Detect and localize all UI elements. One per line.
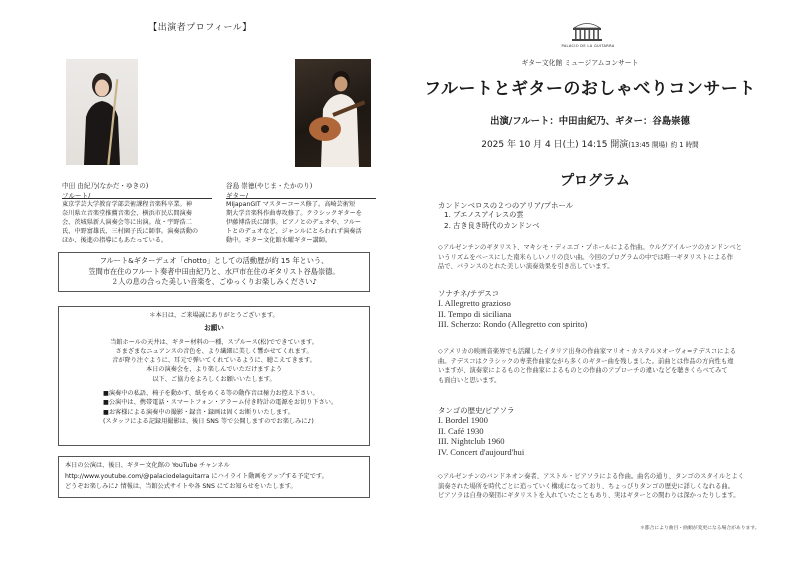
youtube-info-box — [58, 456, 370, 498]
note-line: ◇アルゼンチンのバンドネオン奏者、アストル・ピアソラによる作曲。曲名の通り、タンゴのスタイルとよく — [438, 473, 745, 480]
doors-open: (13:45 開場) — [628, 141, 668, 149]
notice-line: 当館ホールの天井は、ギター材料の一種、スプルース(松)でできています。 — [110, 338, 318, 346]
bio-line: トとのデュオなど、ジャンルにとらわれず演奏活 — [226, 228, 362, 235]
movement: I. Allegretto grazioso — [438, 298, 511, 308]
youtube-link-line[interactable]: http://www.youtube.com/@palaciodelaguitarra にハイライト動画をアップする予定です。 — [65, 472, 328, 480]
guitarist-portrait-icon — [295, 59, 371, 167]
notice-line: さまざまなニュアンスの音色を、より繊細に美しく響かせてくれます。 — [115, 347, 313, 355]
audience-notice-box — [58, 306, 370, 446]
movement: III. Scherzo: Rondo (Allegretto con spirito) — [438, 319, 588, 330]
duo-line: フルート&ギターデュオ「chotto」としての活動歴が約 15 年という、 — [99, 256, 329, 265]
piece-2-note — [438, 347, 778, 385]
notice-heading: お願い — [204, 324, 224, 333]
concert-title: フルートとギターのおしゃべりコンサート — [424, 79, 756, 99]
note-line: 曲。テデスコはクラシックの専業作曲家ながら多くのギター曲を残しました。前曲とは作品の方向性も違 — [438, 357, 734, 365]
movement: II. Café 1930 — [438, 425, 484, 436]
movement: IV. Concert d'aujourd'hui — [438, 446, 525, 457]
performer-a-bio — [62, 200, 222, 245]
bio-line: 期大学音楽科作曲専攻修了。クラシックギターを — [226, 210, 362, 217]
notice-intro: ＊本日は、ご来場誠にありがとうございます。 — [149, 312, 279, 319]
performers-line: 出演/フルート：中田由紀乃、ギター：谷島崇德 — [490, 116, 690, 127]
note-line: 品で、バランスのとれた美しい演奏効果を引き出しています。 — [438, 263, 614, 271]
bio-line: 会、茨城県新人演奏会等に出演。故・宇野浩二 — [62, 219, 192, 226]
rule-line: ■演奏中の私語、椅子を動かす、紙をめくる等の動作音は極力お控え下さい。 — [103, 390, 319, 398]
performer-a-photo — [66, 59, 138, 165]
building-logo-icon — [570, 20, 604, 42]
program-title: プログラム — [560, 173, 630, 189]
performer-b-role: ギター/ — [226, 192, 248, 200]
duo-line: ２人の息の合った美しい音楽を、ごゆっくりお楽しみください♪ — [111, 277, 317, 286]
notice-line: 本日の演奏会を、より楽しんでいただけますよう — [145, 366, 283, 374]
rule-line: (スタッフによる記録用撮影は、後日 SNS 等で公開しますのでお楽しみに♪) — [103, 417, 314, 425]
note-line: ◇アメリカの映画音楽界でも活躍したイタリア出身の作曲家マリオ・カステルヌオーヴォ=テデスコによる — [438, 348, 737, 355]
logo-text: PALACIO DE LA GUITARRA — [561, 44, 615, 48]
youtube-line: 本日の公演は、後日、ギター文化館の YouTube チャンネル — [65, 462, 230, 469]
concert-subtitle: ギター文化館 ミュージアムコンサート — [521, 59, 639, 67]
piece-2-heading: ソナチネ/テデスコ — [438, 289, 500, 298]
movement: II. Tempo di siciliana — [438, 308, 512, 319]
note-line: いうリズムをベースにした南米らしいノリの良い曲。今回のプログラムの中では唯一ギタリストによる作 — [438, 253, 734, 261]
note-line: ピアソラは自身の楽団にギタリストを入れていたこともあり、実はギターとの関わりは深かったりします。 — [438, 492, 740, 500]
notice-line: 音が降り注ぐように、耳元で弾いてくれているように、聴こえてきます。 — [112, 357, 316, 365]
performer-b-divider — [226, 198, 376, 199]
youtube-line: どうぞお楽しみに♪ 情報は、当館公式サイトや各 SNS にてお知らせをいたします。 — [65, 483, 297, 490]
date-time — [400, 137, 780, 150]
duo-line: 笠間市在住のフルート奏者中田由紀乃と、水戸市在住のギタリスト谷島崇德。 — [88, 266, 340, 276]
note-line: いますが、演奏家によるものと作曲家によるものとの作曲のアプローチの違いなどを聴きくらべてみて — [438, 367, 728, 375]
performer-b-name: 谷島 崇徳(やじま・たかのり) — [226, 182, 313, 190]
piece-1-note — [438, 243, 778, 272]
performer-b-bio — [226, 200, 386, 245]
performer-a-name: 中田 由紀乃(なかだ・ゆきの) — [62, 182, 149, 190]
bio-line: 氏、中野富雄氏、三村園子氏に師事。演奏活動の — [62, 228, 199, 235]
movement: 1. ブエノスアイレスの雲 — [444, 210, 524, 219]
bio-line: ほか、後進の指導にもあたっている。 — [62, 237, 168, 244]
note-line: も面白いと思います。 — [438, 376, 501, 384]
note-line: 演奏された場所を時代ごとに追っていく構成になっており、ちょっぴりタンゴの歴史に詳しくなれる曲。 — [438, 482, 734, 490]
notice-line: 以下、ご協力をよろしくお願いいたします。 — [152, 375, 276, 383]
duration: 約 1 時間 — [670, 141, 699, 149]
piece-3-movements — [438, 415, 524, 457]
rule-line: ■お客様による演奏中の撮影・録音・録画は固くお断りいたします。 — [103, 408, 294, 416]
bio-line: MIjapanGIT マスターコース修了。高崎芸術短 — [226, 201, 356, 208]
movement: III. Nightclub 1960 — [438, 436, 505, 447]
rule-line: ■公演中は、携帯電話・スマートフォン・アラーム付き時計の電源をお切り下さい。 — [103, 399, 338, 407]
movement: 2. 古き良き時代のカンドンベ — [444, 220, 540, 230]
piece-3-note — [438, 472, 778, 501]
piece-1-heading: カンドンベロスの２つのアリア/プホール — [438, 201, 574, 210]
bio-line: 伊藤博浩氏に師事。ピアノとのデュオや、フルー — [226, 219, 362, 226]
notice-rules — [59, 389, 369, 426]
piece-3-heading: タンゴの歴史/ピアソラ — [438, 406, 515, 415]
bio-line: 東京学芸大学教育学部芸術課程音楽科卒業。神 — [62, 201, 192, 208]
duo-intro-box — [58, 252, 370, 292]
bio-line: 動中。ギター文化館水曜ギター講師。 — [226, 237, 332, 244]
flutist-portrait-icon — [66, 59, 138, 165]
performer-b-photo — [295, 59, 371, 167]
profile-section-title: 【出演者プロフィール】 — [148, 23, 252, 33]
note-line: ◇アルゼンチンのギタリスト、マキシモ・ディエゴ・プホールによる作曲。ウルグアイルーツのカンドンベと — [438, 244, 742, 251]
movement: I. Bordel 1900 — [438, 415, 488, 425]
bio-line: 奈川県立音楽堂推薦音楽会、横浜市民広間演奏 — [62, 210, 192, 217]
date-main: 2025 年 10 月 4 日(土) 14:15 開演 — [481, 140, 629, 150]
program-footnote: ＊都合により曲目・曲順が変更になる場合があります。 — [640, 526, 760, 531]
palacio-logo — [570, 20, 604, 42]
piece-1-movements — [444, 210, 539, 231]
performer-a-divider — [62, 198, 212, 199]
piece-2-movements — [438, 298, 587, 330]
performer-a-role: フルート/ — [62, 192, 91, 200]
